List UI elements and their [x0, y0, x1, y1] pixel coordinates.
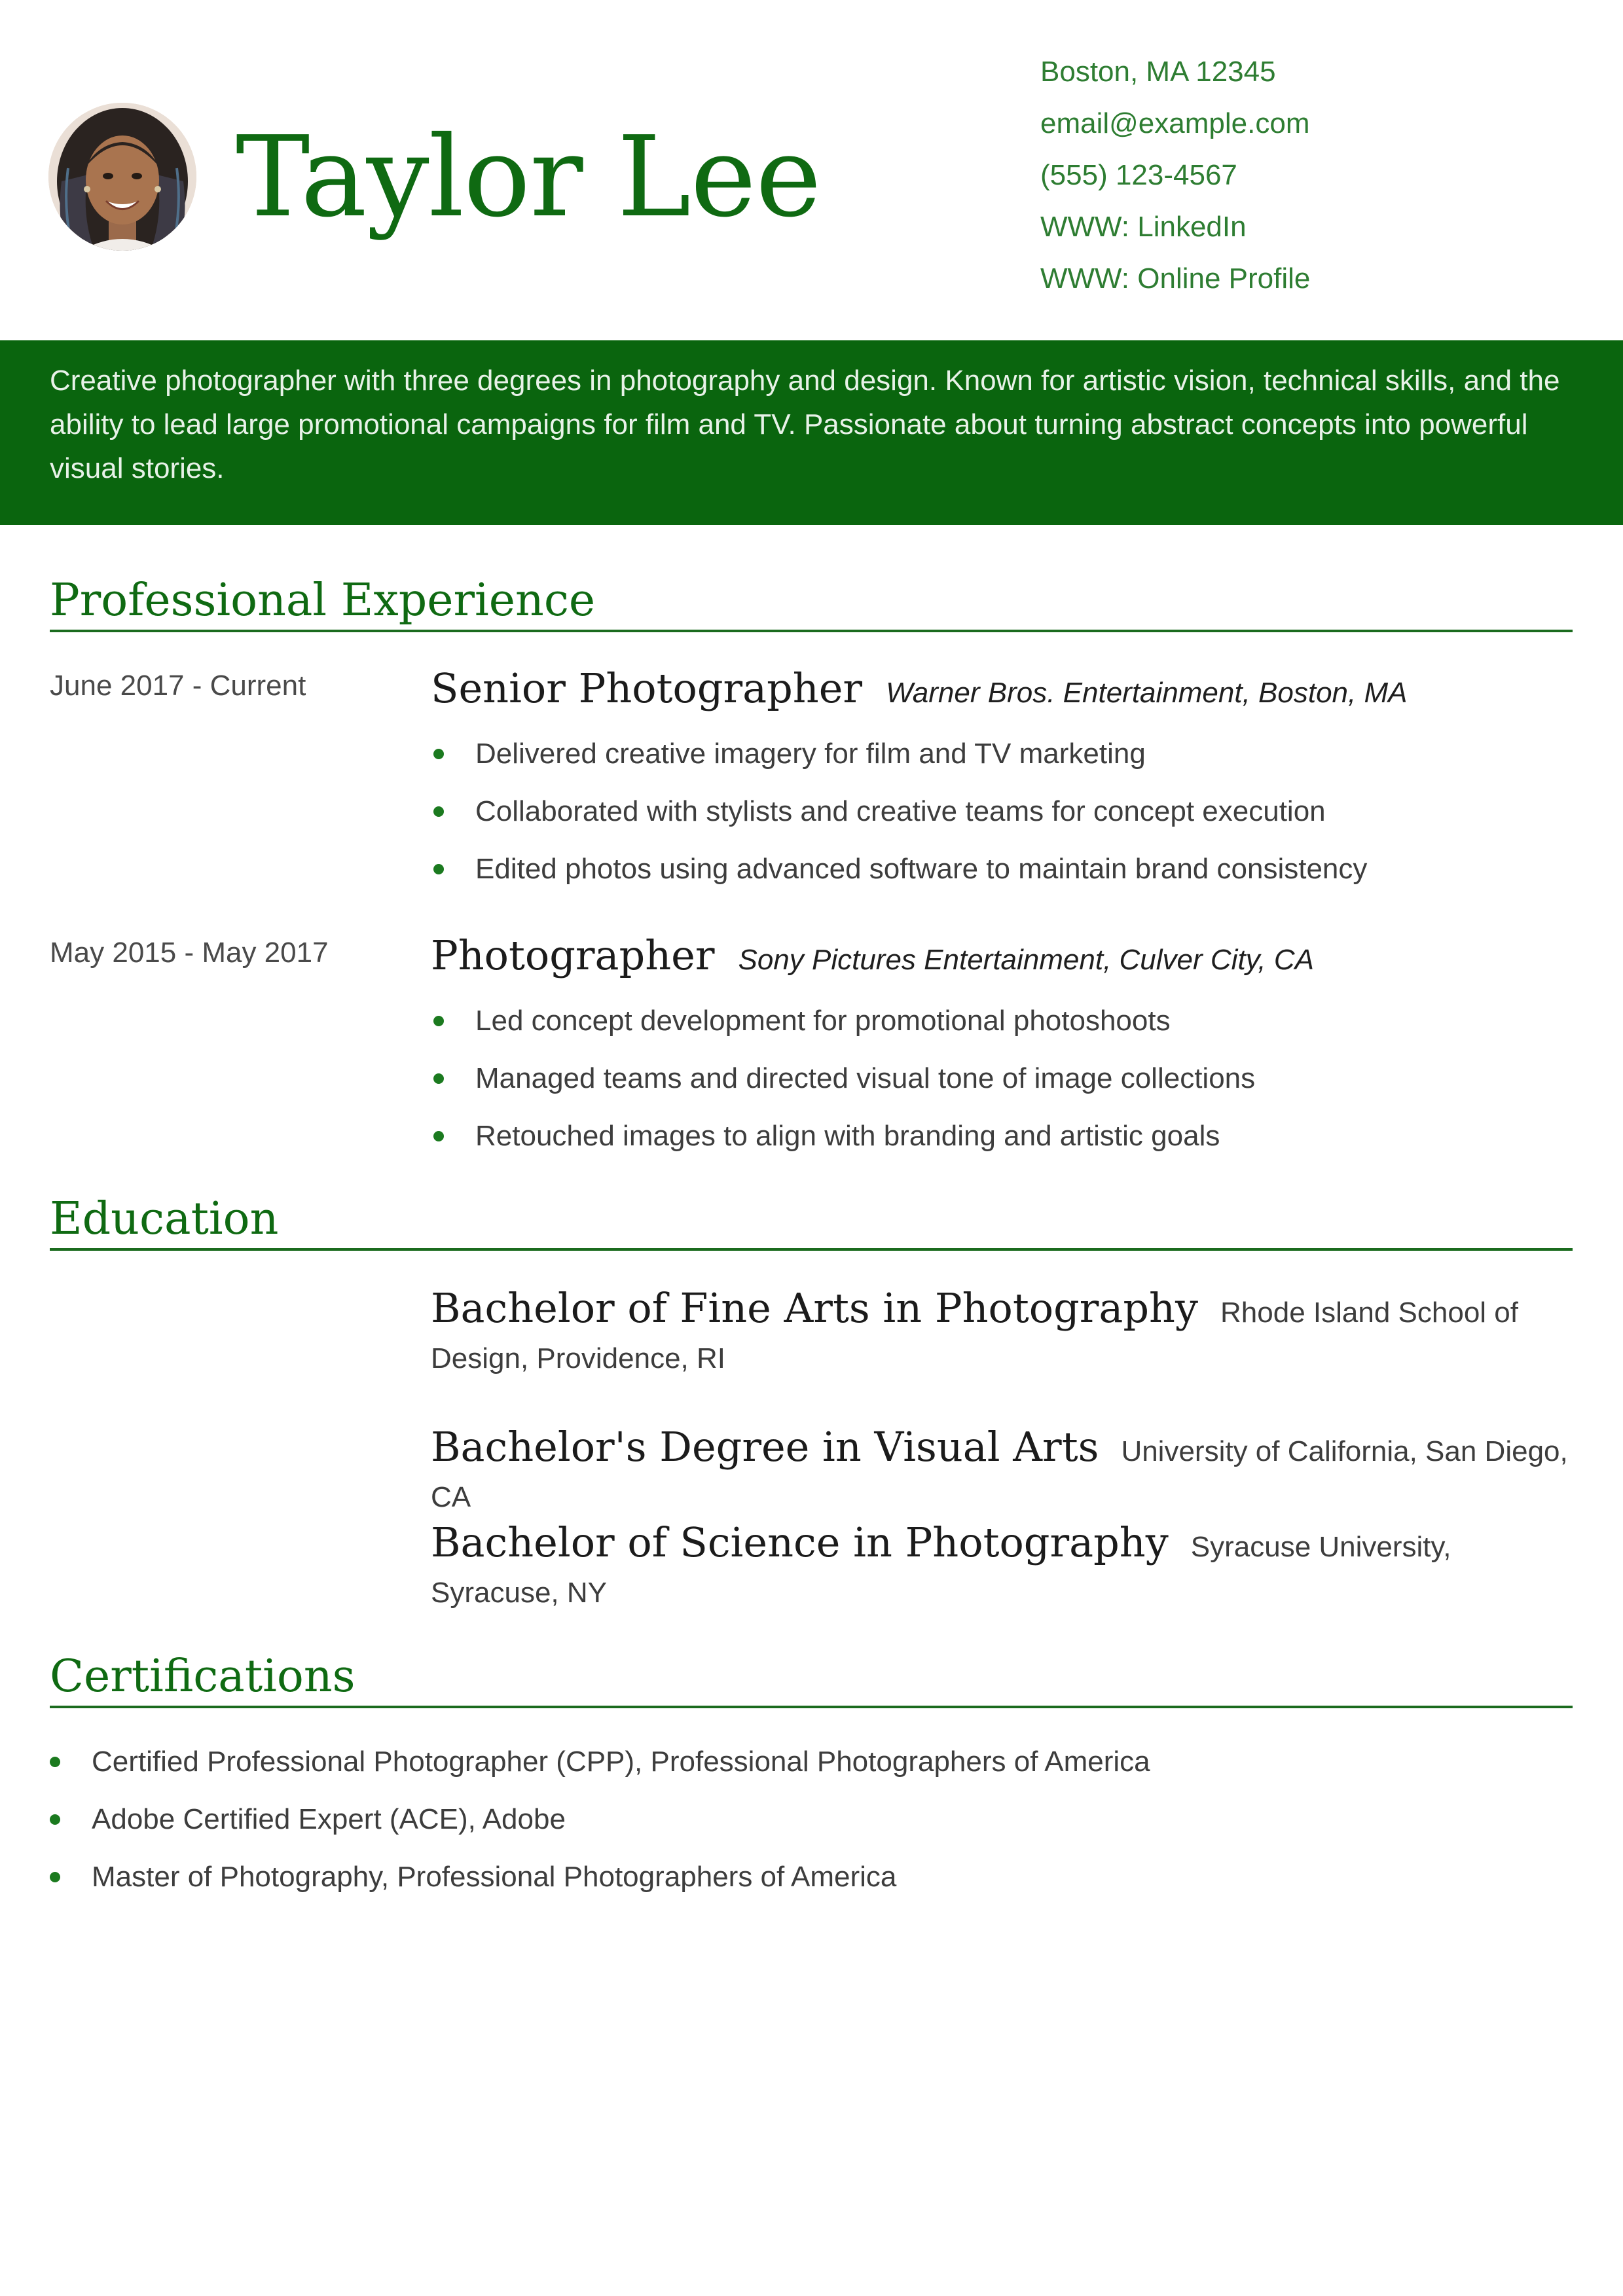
- bullet-text: Delivered creative imagery for film and TV marketing: [475, 738, 1146, 770]
- bullet-text: Managed teams and directed visual tone of image collections: [475, 1062, 1256, 1094]
- section-heading-certifications: Certifications: [50, 1645, 1573, 1708]
- education-item: [431, 1424, 1577, 1520]
- bullet-icon: [50, 1872, 60, 1882]
- degree-title: Bachelor's Degree in Visual Arts: [431, 1423, 1099, 1471]
- bullet-icon: [433, 1016, 444, 1026]
- bullet-icon: [433, 1073, 444, 1084]
- contact-phone[interactable]: (555) 123-4567: [1040, 159, 1237, 191]
- bullet-icon: [50, 1757, 60, 1767]
- contact-email[interactable]: email@example.com: [1040, 107, 1310, 139]
- list-item: [47, 1848, 1150, 1906]
- bullet-text: Collaborated with stylists and creative teams for concept execution: [475, 795, 1326, 827]
- summary-text: Creative photographer with three degrees in photography and design. Known for artistic vision, technical skills, and the ability to lead large promotional campaigns for film and TV. Passionate about turning abstract concepts into powerful visual stories.: [50, 365, 1560, 484]
- list-item: [47, 1791, 1150, 1848]
- job-bullets: [431, 725, 1367, 898]
- profile-photo-image: [48, 103, 196, 251]
- school-name: University of California, San Diego, CA: [431, 1435, 1568, 1513]
- job-company: Sony Pictures Entertainment, Culver City, CA: [738, 944, 1314, 976]
- bullet-text: Led concept development for promotional photoshoots: [475, 1005, 1171, 1037]
- list-item: [431, 1107, 1255, 1165]
- summary-band: [0, 340, 1623, 525]
- contact-location: Boston, MA 12345: [1040, 56, 1276, 88]
- school-name: Rhode Island School of Design, Providence, RI: [431, 1297, 1518, 1374]
- school-name: Syracuse University, Syracuse, NY: [431, 1531, 1451, 1609]
- bullet-icon: [433, 864, 444, 874]
- job-header: [431, 929, 1583, 982]
- bullet-text: Edited photos using advanced software to maintain brand consistency: [475, 853, 1368, 885]
- certification-text: Master of Photography, Professional Photographers of America: [92, 1861, 897, 1893]
- list-item: [47, 1733, 1150, 1791]
- certification-text: Adobe Certified Expert (ACE), Adobe: [92, 1803, 566, 1835]
- list-item: [431, 725, 1367, 783]
- bullet-icon: [433, 1131, 444, 1141]
- profile-photo: [48, 103, 196, 251]
- bullet-icon: [433, 806, 444, 817]
- job-company: Warner Bros. Entertainment, Boston, MA: [886, 677, 1408, 709]
- certification-text: Certified Professional Photographer (CPP), Professional Photographers of America: [92, 1746, 1150, 1778]
- contact-info: [1040, 46, 1603, 304]
- education-item: [431, 1520, 1577, 1616]
- list-item: [431, 992, 1255, 1050]
- list-item: [431, 1050, 1255, 1107]
- job-title: Senior Photographer: [431, 664, 863, 712]
- section-heading-education: Education: [50, 1188, 1573, 1251]
- section-heading-experience: Professional Experience: [50, 569, 1573, 632]
- bullet-icon: [433, 749, 444, 759]
- bullet-text: Retouched images to align with branding and artistic goals: [475, 1120, 1220, 1152]
- candidate-name: Taylor Lee: [236, 113, 821, 242]
- contact-linkedin-link[interactable]: WWW: LinkedIn: [1040, 211, 1247, 243]
- job-dates: May 2015 - May 2017: [50, 937, 329, 969]
- bullet-icon: [50, 1814, 60, 1825]
- education-item: [431, 1285, 1577, 1382]
- job-dates: June 2017 - Current: [50, 670, 306, 702]
- list-item: [431, 840, 1367, 898]
- job-bullets: [431, 992, 1255, 1165]
- job-title: Photographer: [431, 931, 715, 979]
- degree-title: Bachelor of Science in Photography: [431, 1518, 1169, 1566]
- degree-title: Bachelor of Fine Arts in Photography: [431, 1284, 1199, 1332]
- contact-profile-link[interactable]: WWW: Online Profile: [1040, 262, 1311, 295]
- job-header: [431, 662, 1583, 715]
- certifications-list: [47, 1733, 1150, 1906]
- list-item: [431, 783, 1367, 840]
